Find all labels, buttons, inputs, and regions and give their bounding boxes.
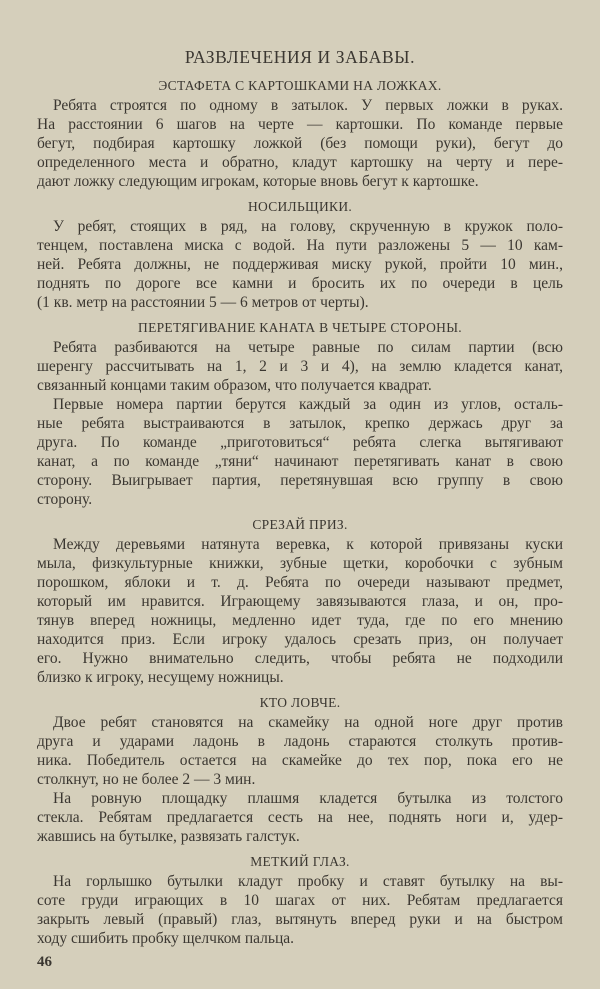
section-body — [37, 535, 563, 687]
sections — [37, 76, 563, 948]
text-line: мыла, физкультурные книжки, зубные щетки, коробочки с зубным — [37, 555, 563, 572]
text-line: поднять по дороге все камни и бросить их по очереди в цель — [37, 275, 563, 292]
text-line: находится приз. Если игроку удалось срезать приз, он получает — [37, 631, 563, 648]
text-line: ней. Ребята должны, не поддерживая миску рукой, пройти 10 мин., — [37, 256, 563, 273]
text-line: Двое ребят становятся на скамейку на одной ноге друг против — [53, 714, 563, 731]
text-line: столкнут, но не более 2 — 3 мин. — [37, 771, 256, 788]
section-body — [37, 217, 563, 312]
section-heading: НОСИЛЬЩИКИ. — [247, 199, 353, 214]
section — [37, 197, 563, 312]
page-content — [37, 44, 563, 972]
text-line: ника. Победитель остается на скамейке до тех пор, пока его не — [37, 752, 563, 769]
text-line: тянув вперед ножницы, медленно идет туда, где по его мнению — [37, 612, 563, 629]
text-line: канат, а по команде „тяни“ начинают перетягивать канат в свою — [37, 453, 563, 470]
section — [37, 693, 563, 846]
text-line: близко к игроку, несущему ножницы. — [37, 669, 284, 686]
text-line: На расстоянии 6 шагов на черте — картошки. По команде первые — [37, 116, 563, 133]
text-line: жавшись на бутылке, развязать галстук. — [37, 828, 300, 845]
text-line: Ребята разбиваются на четыре равные по силам партии (всю — [53, 339, 563, 356]
text-line: У ребят, стоящих в ряд, на голову, скрученную в кружок поло- — [53, 218, 563, 235]
section-heading: ПЕРЕТЯГИВАНИЕ КАНАТА В ЧЕТЫРЕ СТОРОНЫ. — [138, 320, 462, 335]
text-line: ходу сшибить пробку щелчком пальца. — [37, 930, 294, 947]
text-line: Между деревьями натянута веревка, к которой привязаны куски — [53, 536, 563, 553]
text-line: связанный концами таким образом, что получается квадрат. — [37, 377, 432, 394]
text-line: тенцем, поставлена миска с водой. На пути разложены 5 — 10 кам- — [37, 237, 563, 254]
section-heading: КТО ЛОВЧЕ. — [259, 695, 341, 710]
text-line: сторону. Выигрывает партия, перетянувшая всю группу в свою — [37, 472, 563, 489]
section — [37, 515, 563, 687]
text-line: который им нравится. Играющему завязываются глаза, и он, про- — [37, 593, 563, 610]
text-line: соте груди играющих в 10 шагах от них. Ребятам предлагается — [37, 892, 563, 909]
section-heading: МЕТКИЙ ГЛАЗ. — [250, 854, 350, 869]
text-line: его. Нужно внимательно следить, чтобы ребята не подходили — [37, 650, 563, 667]
text-line: На ровную площадку плашмя кладется бутылка из толстого — [53, 790, 563, 807]
section — [37, 318, 563, 509]
page-number: 46 — [37, 954, 52, 970]
section-body — [37, 96, 563, 191]
section-heading: ЭСТАФЕТА С КАРТОШКАМИ НА ЛОЖКАХ. — [158, 78, 442, 93]
text-line: стекла. Ребятам предлагается сесть на нее, поднять ноги и, удер- — [37, 809, 563, 826]
text-line: ные ребята выстраиваются в затылок, крепко держась друг за — [37, 415, 563, 432]
text-line: друга. По команде „приготовиться“ ребята слегка вытягивают — [37, 434, 563, 451]
text-line: (1 кв. метр на расстоянии 5 — 6 метров от черты). — [37, 294, 369, 311]
section — [37, 852, 563, 948]
section-body — [37, 713, 563, 846]
text-line: друга и ударами ладонь в ладонь стараются столкуть против- — [37, 733, 563, 750]
text-line: дают ложку следующим игрокам, которые вновь бегут к картошке. — [37, 173, 479, 190]
text-line: шеренгу рассчитывать на 1, 2 и 3 и 4), на землю кладется канат, — [37, 358, 563, 375]
text-line: сторону. — [37, 491, 93, 508]
text-line: На горлышко бутылки кладут пробку и ставят бутылку на вы- — [53, 873, 563, 890]
text-line: бегут, подбирая картошку ложкой (без помощи руки), бегут до — [37, 135, 563, 152]
section-body — [37, 338, 563, 509]
text-line: определенного места и обратно, кладут картошку на черту и пере- — [37, 154, 563, 171]
text-line: закрыть левый (правый) глаз, вытянуть вперед руки и на быстром — [37, 911, 563, 928]
text-line: Первые номера партии берутся каждый за один из углов, осталь- — [53, 396, 563, 413]
section — [37, 76, 563, 191]
text-line: порошком, яблоки и т. д. Ребята по очереди называют предмет, — [37, 574, 563, 591]
section-heading: СРЕЗАЙ ПРИЗ. — [252, 517, 348, 532]
page-title: РАЗВЛЕЧЕНИЯ И ЗАБАВЫ. — [184, 47, 416, 67]
text-line: Ребята строятся по одному в затылок. У первых ложки в руках. — [53, 97, 563, 114]
section-body — [37, 872, 563, 948]
